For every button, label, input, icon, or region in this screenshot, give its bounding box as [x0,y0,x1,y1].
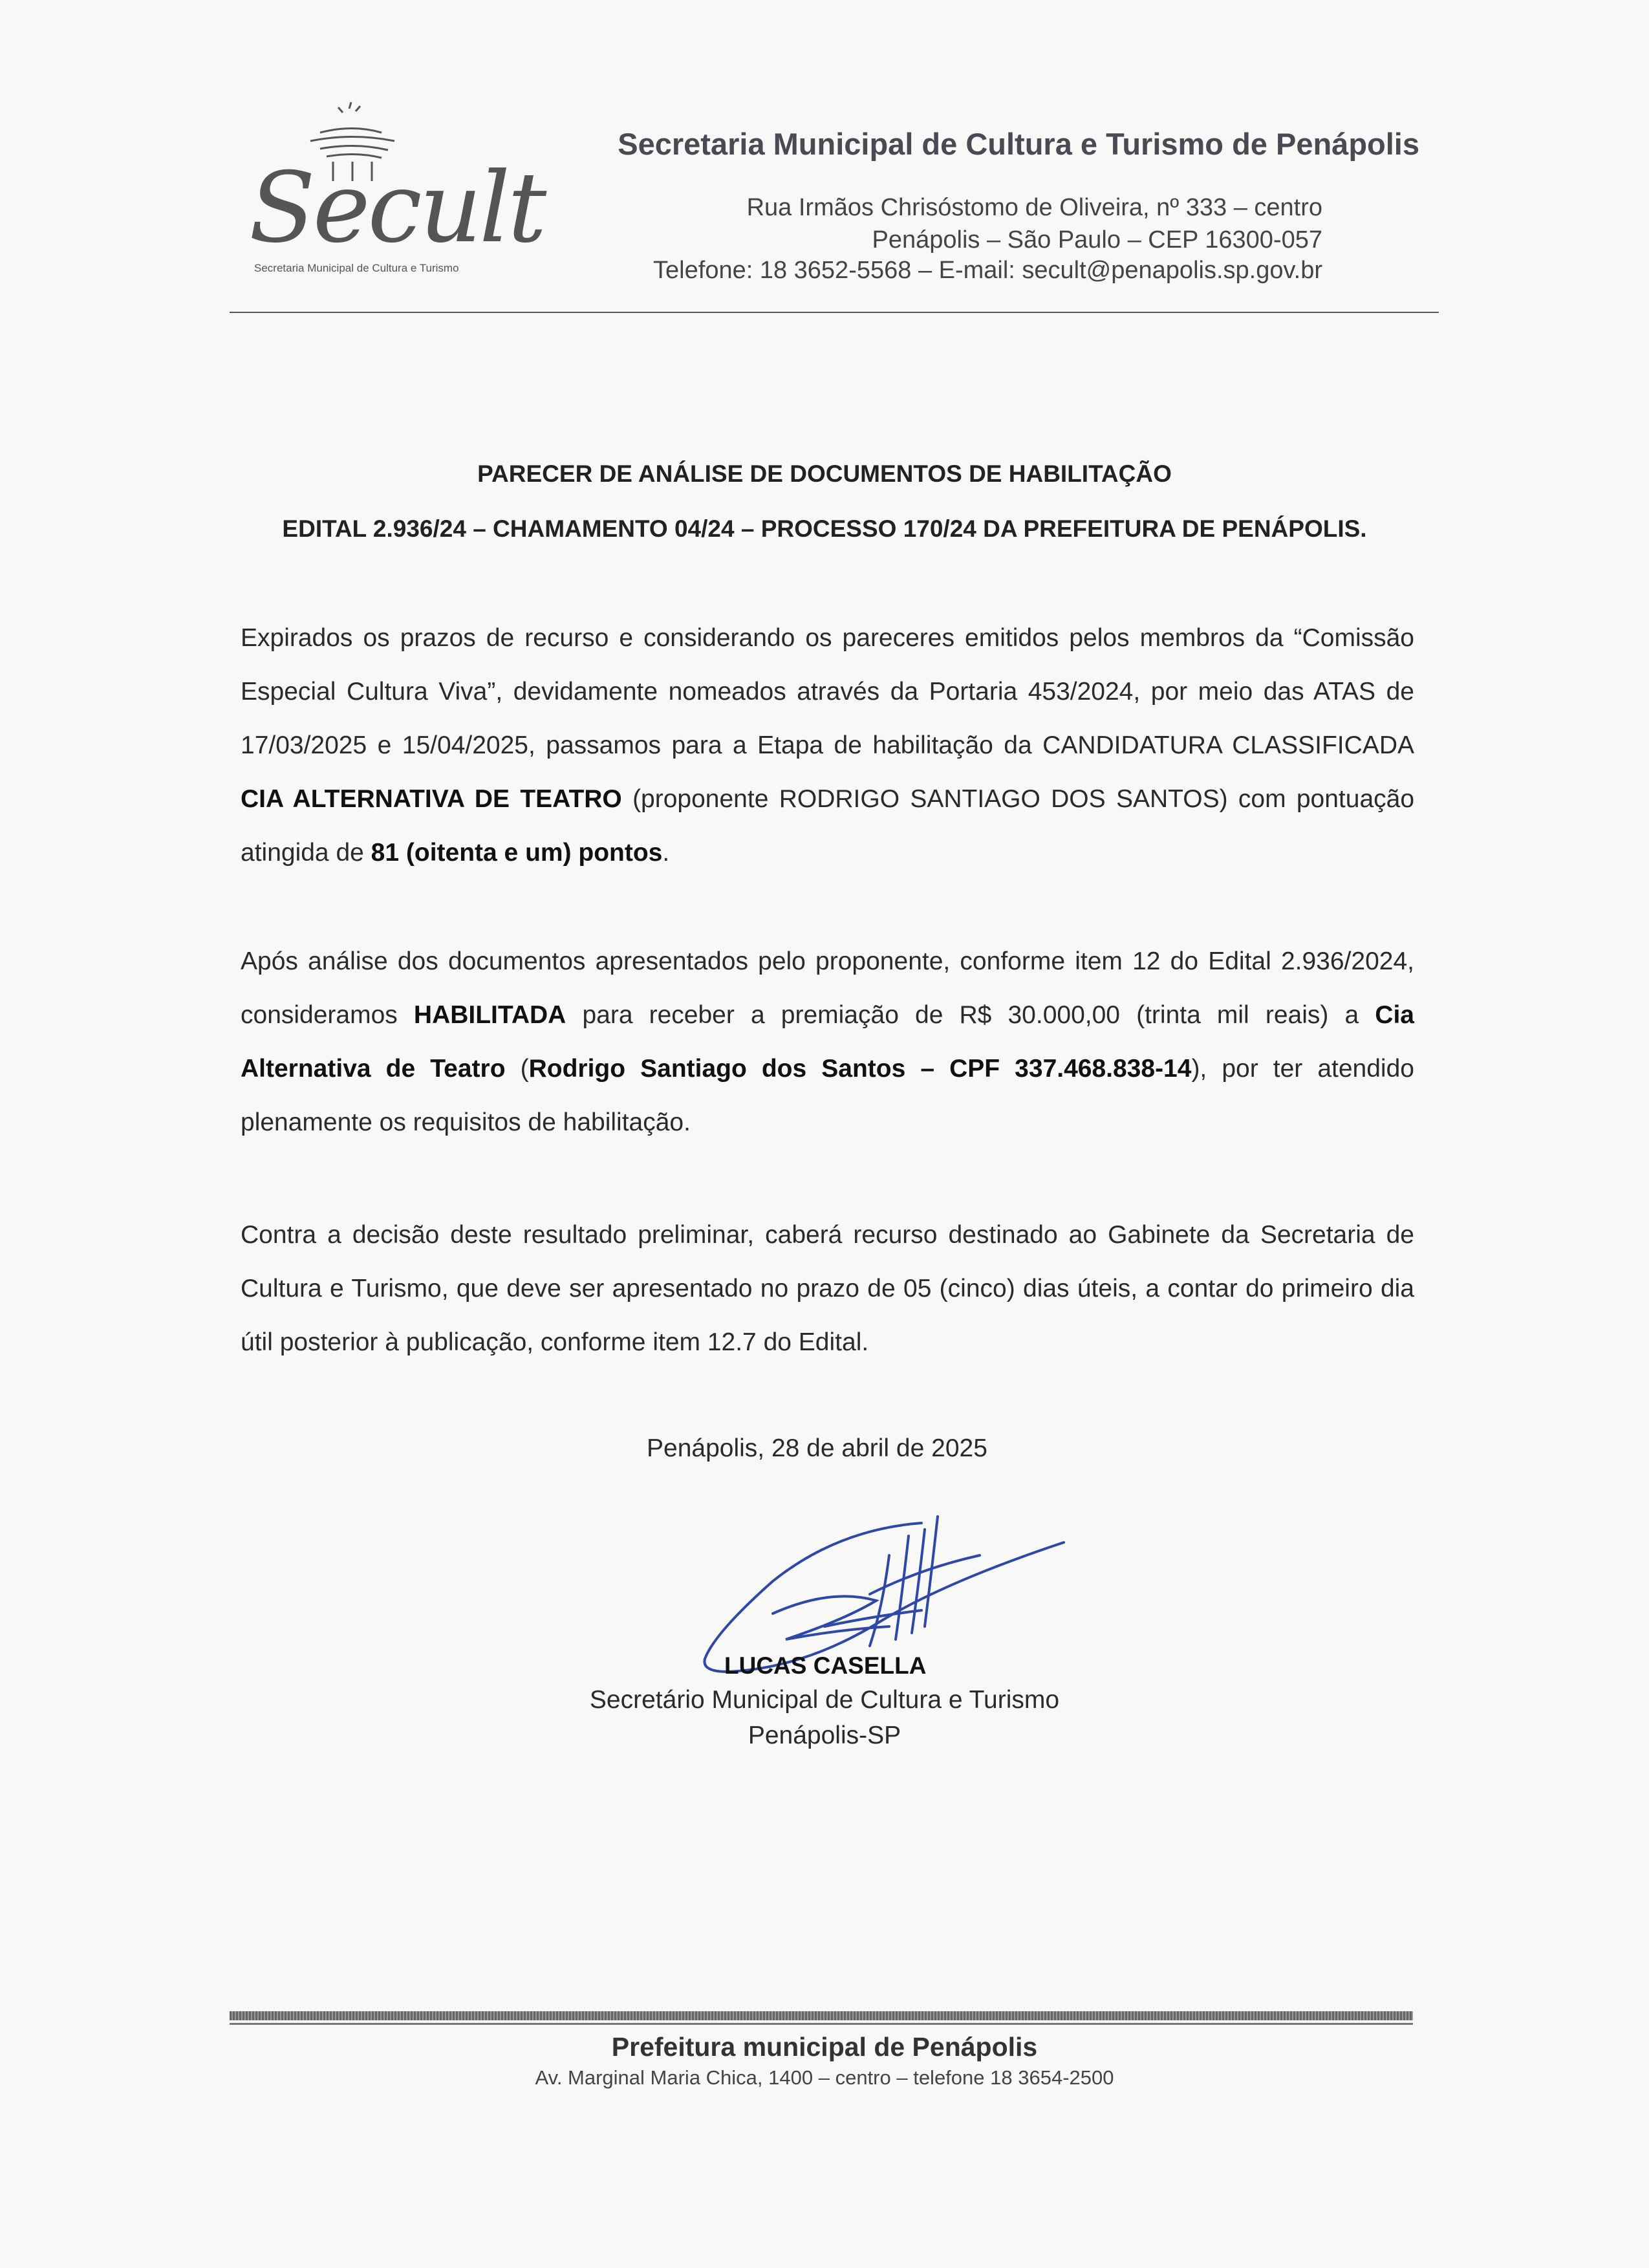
header-contact: Telefone: 18 3652-5568 – E-mail: secult@penapolis.sp.gov.br [653,257,1322,284]
p2-text-e: ( [505,1055,529,1083]
p2-status: HABILITADA [413,1001,566,1029]
paragraph-2 [241,934,1414,1149]
header-city: Penápolis – São Paulo – CEP 16300-057 [872,226,1322,254]
signer-role: Secretário Municipal de Cultura e Turismo [589,1686,1060,1714]
document-subtitle: EDITAL 2.936/24 – CHAMAMENTO 04/24 – PROCESSO 170/24 DA PREFEITURA DE PENÁPOLIS. [282,515,1367,542]
document-title: PARECER DE ANÁLISE DE DOCUMENTOS DE HABILITAÇÃO [477,460,1172,487]
document-date: Penápolis, 28 de abril de 2025 [647,1434,987,1462]
p1-candidate: CIA ALTERNATIVA DE TEATRO [241,785,622,813]
footer-address: Av. Marginal Maria Chica, 1400 – centro – telefone 18 3654-2500 [535,2066,1114,2089]
logo-wordmark: Secult [249,152,544,265]
p1-text-e: . [662,839,670,867]
signer-name: LUCAS CASELLA [724,1652,927,1679]
footer-org: Prefeitura municipal de Penápolis [611,2032,1038,2062]
header-org-title: Secretaria Municipal de Cultura e Turismo de Penápolis [618,127,1419,161]
p2-text-c: para receber a premiação de R$ 30.000,00 (trinta mil reais) a [566,1001,1375,1029]
footer-divider [230,2011,1413,2020]
p2-text-g: ), por ter atendido plenamente os requisitos de habilitação. [241,1055,1414,1136]
header-divider [230,312,1439,313]
p1-score: 81 (oitenta e um) pontos [371,839,663,867]
footer-divider-thin [230,2023,1413,2025]
p1-text-c: (proponente RODRIGO SANTIAGO DOS SANTOS) com pontuação atingida de [241,785,1415,867]
p2-text-a: Após análise dos documentos apresentados pelo proponente, conforme item 12 do Edital 2.936/2024, consideramos [241,947,1414,1029]
p1-text-a: Expirados os prazos de recurso e considerando os pareceres emitidos pelos membros da “Comissão Especial Cultura Viva”, devidamente nomeados através da Portaria 453/2024, por meio das ATAS de 17/03/2025 e 15/04/2025, passamos para a Etapa de habilitação da CANDIDATURA CLASSIFICADA [241,624,1414,759]
secult-logo-icon [249,97,544,285]
p2-proponent: Rodrigo Santiago dos Santos – CPF 337.468.838-14 [528,1055,1192,1083]
p2-company: Cia Alternativa de Teatro [241,1001,1414,1083]
paragraph-1 [241,611,1414,880]
logo-caption: Secretaria Municipal de Cultura e Turismo [254,262,459,274]
header-address: Rua Irmãos Chrisóstomo de Oliveira, nº 333 – centro [746,194,1322,221]
signer-city: Penápolis-SP [748,1722,901,1749]
paragraph-3: Contra a decisão deste resultado preliminar, caberá recurso destinado ao Gabinete da Secretaria de Cultura e Turismo, que deve ser apresentado no prazo de 05 (cinco) dias úteis, a contar do primeiro dia útil posterior à publicação, conforme item 12.7 do Edital. [241,1221,1414,1356]
